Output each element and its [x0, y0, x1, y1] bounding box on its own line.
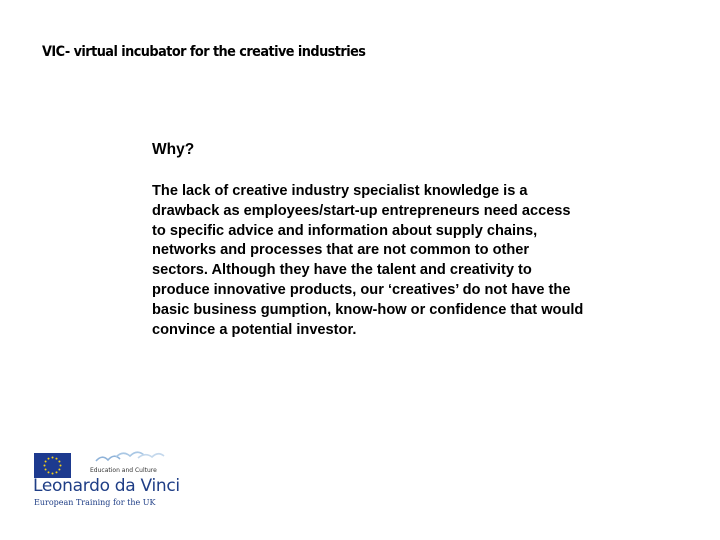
eu-star-icon	[56, 471, 58, 473]
eu-stars	[34, 453, 71, 478]
eu-star-icon	[45, 461, 47, 463]
eu-star-icon	[45, 469, 47, 471]
birds-icon	[92, 448, 167, 466]
eu-flag-icon	[34, 453, 71, 478]
eu-star-icon	[52, 457, 54, 459]
programme-line: Education and Culture	[90, 467, 157, 474]
slide-title: VIC- virtual incubator for the creative industries	[42, 44, 366, 60]
eu-star-icon	[44, 465, 46, 467]
eu-star-icon	[48, 471, 50, 473]
eu-star-icon	[58, 469, 60, 471]
body-paragraph: The lack of creative industry specialist knowledge is a drawback as employees/start-up entrepreneurs need access to specific advice and information about supply chains, networks and processes that are not common to other sectors. Although they have the talent and creativity to produce innovative products, our ‘creatives’ do not have the basic business gumption, know-how or confidence that would convince a potential investor.	[152, 183, 584, 338]
eu-star-icon	[58, 461, 60, 463]
eu-star-icon	[48, 458, 50, 460]
programme-name: Leonardo da Vinci	[33, 476, 180, 496]
programme-tagline: European Training for the UK	[34, 498, 156, 507]
eu-star-icon	[52, 473, 54, 475]
section-heading: Why?	[152, 141, 195, 158]
eu-star-icon	[56, 458, 58, 460]
leonardo-da-vinci-logo	[32, 448, 180, 512]
eu-star-icon	[60, 465, 62, 467]
